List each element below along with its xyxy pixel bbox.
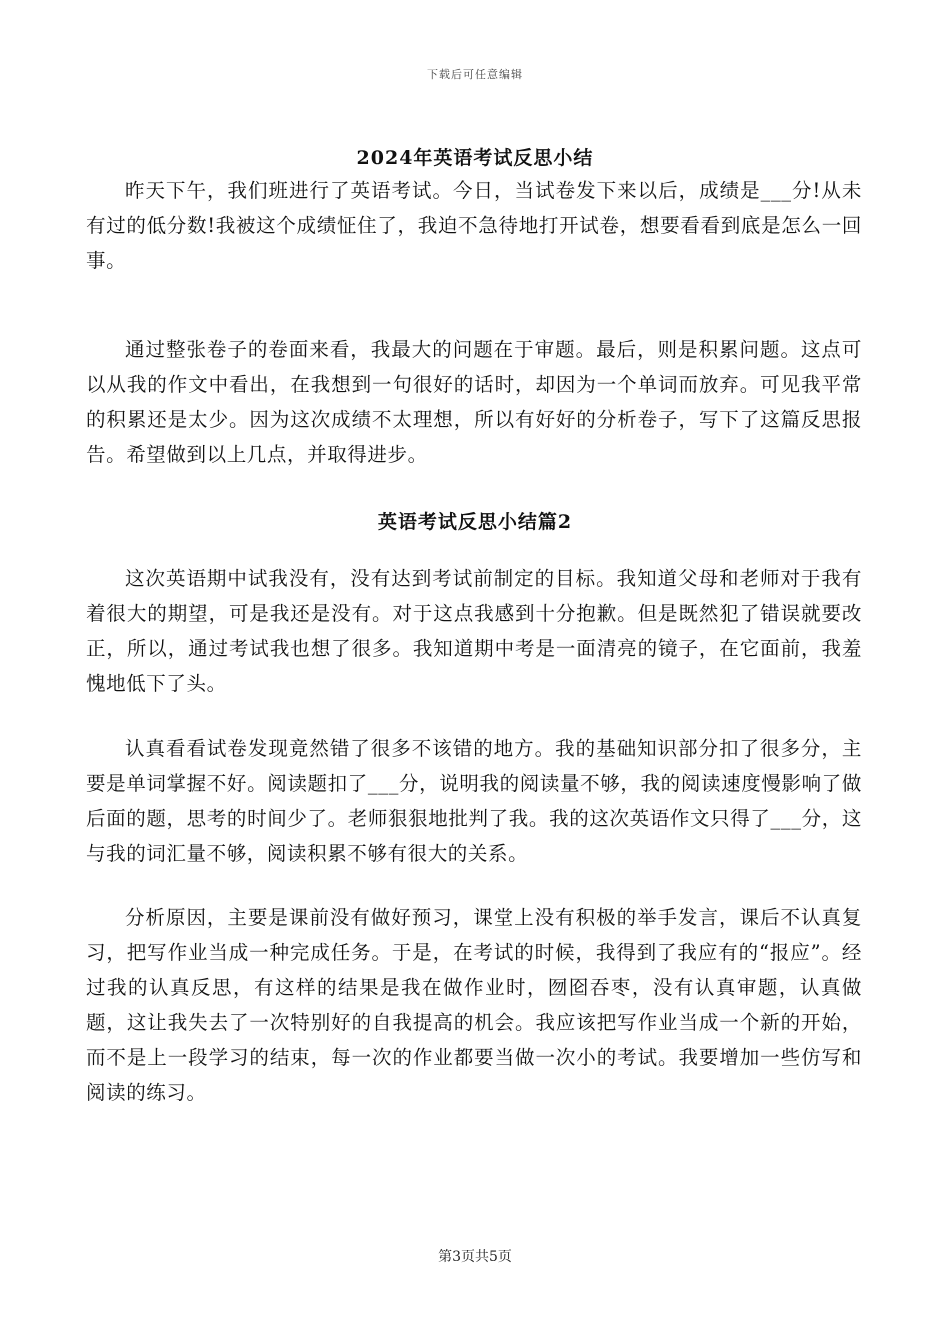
- header-note: 下载后可任意编辑: [427, 68, 523, 81]
- section-title: 英语考试反思小结篇2: [377, 511, 573, 533]
- page-number: 第3页共5页: [438, 1249, 512, 1265]
- paragraph: 通过整张卷子的卷面来看，我最大的问题在于审题。最后，则是积累问题。这点可以从我的作文中看出，在我想到一句很好的话时，却因为一个单词而放弃。可见我平常的积累还是太少。因为这次成绩不太理想，所以有好好的分析卷子，写下了这篇反思报告。希望做到以上几点，并取得进步。: [86, 338, 862, 466]
- paragraph: 这次英语期中试我没有，没有达到考试前制定的目标。我知道父母和老师对于我有着很大的期望，可是我还是没有。对于这点我感到十分抱歉。但是既然犯了错误就要改正，所以，通过考试我也想了很多。我知道期中考是一面清亮的镜子，在它面前，我羞愧地低下了头。: [86, 567, 862, 695]
- paragraph: 认真看看试卷发现竟然错了很多不该错的地方。我的基础知识部分扣了很多分，主要是单词掌握不好。阅读题扣了___分，说明我的阅读量不够，我的阅读速度慢影响了做后面的题，思考的时间少了。老师狠狠地批判了我。我的这次英语作文只得了___分，这与我的词汇量不够，阅读积累不够有很大的关系。: [86, 737, 862, 865]
- paragraph: 昨天下午，我们班进行了英语考试。今日，当试卷发下来以后，成绩是___分!从未有过的低分数!我被这个成绩怔住了，我迫不急待地打开试卷，想要看看到底是怎么一回事。: [86, 179, 862, 272]
- section-title: 2024年英语考试反思小结: [356, 147, 594, 169]
- paragraph: 分析原因，主要是课前没有做好预习，课堂上没有积极的举手发言，课后不认真复习，把写作业当成一种完成任务。于是，在考试的时候，我得到了我应有的“报应”。经过我的认真反思，有这样的结果是我在做作业时，囫囵吞枣，没有认真审题，认真做题，这让我失去了一次特别好的自我提高的机会。我应该把写作业当成一个新的开始，而不是上一段学习的结束，每一次的作业都要当做一次小的考试。我要增加一些仿写和阅读的练习。: [86, 906, 862, 1104]
